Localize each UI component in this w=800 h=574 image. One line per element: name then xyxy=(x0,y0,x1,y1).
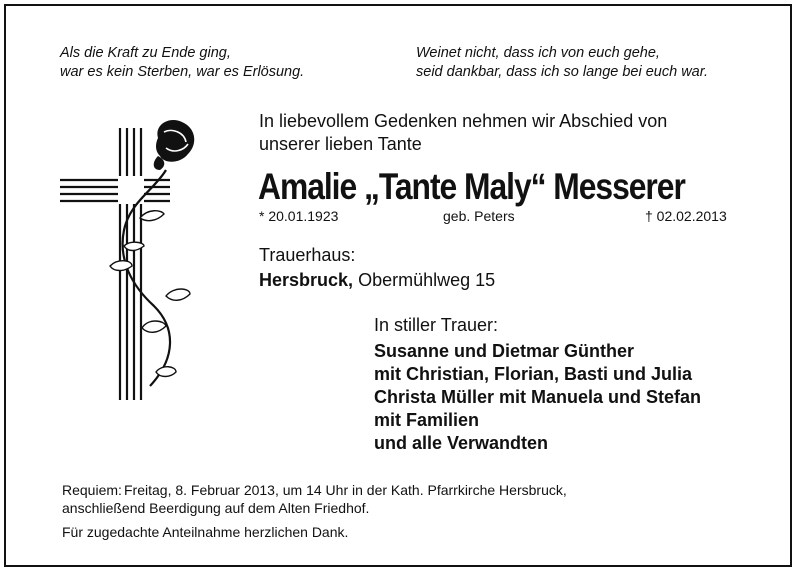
death-date: † 02.02.2013 xyxy=(645,208,727,224)
intro-text xyxy=(259,110,667,156)
verse-line: war es kein Sterben, war es Erlösung. xyxy=(60,64,305,80)
verse-right xyxy=(416,44,708,82)
mourning-label: In stiller Trauer: xyxy=(374,315,499,335)
requiem-line xyxy=(62,481,567,499)
mourner-line: Christa Müller mit Manuela und Stefan xyxy=(374,387,702,407)
house-town: Hersbruck, xyxy=(259,270,354,290)
mourner-line: und alle Verwandten xyxy=(374,433,549,453)
requiem-details: Freitag, 8. Februar 2013, um 14 Uhr in der Kath. Pfarrkirche Hersbruck, xyxy=(124,482,567,498)
verse-line: Weinet nicht, dass ich von euch gehe, xyxy=(416,45,660,61)
intro-line: unserer lieben Tante xyxy=(259,134,422,154)
mourner-line: mit Christian, Florian, Basti und Julia xyxy=(374,364,693,384)
burial-line: anschließend Beerdigung auf dem Alten Friedhof. xyxy=(62,500,370,516)
birth-date: * 20.01.1923 xyxy=(259,208,339,224)
requiem-label: Requiem: xyxy=(62,482,122,498)
mourner-line: Susanne und Dietmar Günther xyxy=(374,341,635,361)
verse-left xyxy=(60,44,304,82)
thanks-line: Für zugedachte Anteilnahme herzlichen Dank. xyxy=(62,524,349,540)
cross-with-rose-icon xyxy=(58,110,218,410)
mourning-house-address xyxy=(259,270,495,291)
mourning-house-label: Trauerhaus: xyxy=(259,245,356,265)
verse-line: Als die Kraft zu Ende ging, xyxy=(60,45,231,61)
mourners-list xyxy=(374,340,701,455)
intro-line: In liebevollem Gedenken nehmen wir Abschied von xyxy=(259,111,668,131)
deceased-name: Amalie „Tante Maly“ Messerer xyxy=(258,166,685,207)
maiden-name: geb. Peters xyxy=(443,208,515,224)
house-street: Obermühlweg 15 xyxy=(358,270,496,290)
mourner-line: mit Familien xyxy=(374,410,480,430)
verse-line: seid dankbar, dass ich so lange bei euch war. xyxy=(416,64,709,80)
